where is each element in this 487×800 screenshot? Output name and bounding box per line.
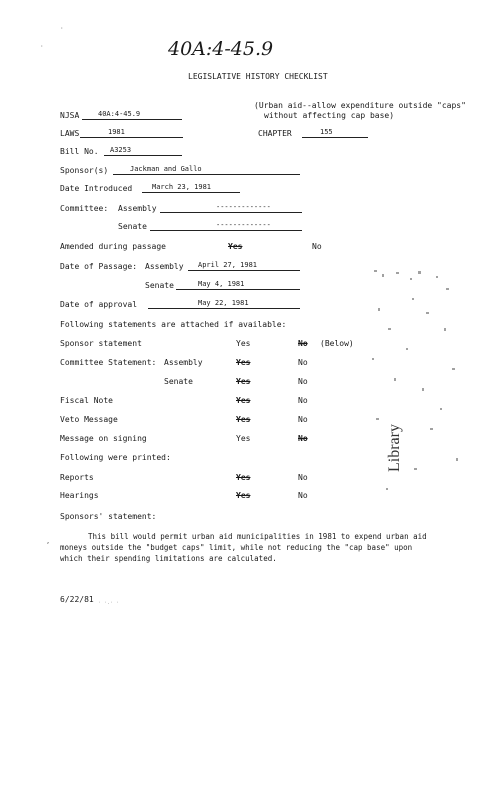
bill-underline [104,155,182,156]
footer-date: 6/22/81 [60,595,94,604]
veto-message-no: No [298,415,308,424]
laws-label: LAWS [60,129,80,138]
note-line-1: (Urban aid--allow expenditure outside "caps" [254,101,466,110]
committee-statement-assembly-no: No [298,358,308,367]
bill-value: A3253 [110,146,132,154]
passage-senate-underline [176,289,300,290]
handwritten-reference: 40A:4-45.9 [168,38,274,60]
statements-heading: Following statements are attached if available: [60,320,287,329]
passage-senate-value: May 4, 1981 [198,280,245,288]
hearings-label: Hearings [60,491,99,500]
note-line-2: without affecting cap base) [264,111,395,120]
sponsor-statement-label: Sponsor statement [60,339,142,348]
bill-label: Bill No. [60,147,99,156]
sponsor-statement-note: (Below) [320,339,354,348]
introduced-value: March 23, 1981 [152,183,212,191]
printed-heading: Following were printed: [60,453,171,462]
hearings-no: No [298,491,308,500]
laws-underline [80,137,183,138]
veto-message-label: Veto Message [60,415,118,424]
laws-value: 1981 [108,128,125,136]
njsa-underline [82,119,182,120]
passage-assembly-value: April 27, 1981 [198,261,258,269]
reports-label: Reports [60,473,94,482]
signing-message-no: No [298,434,308,443]
signing-message-yes: Yes [236,434,251,443]
stray-mark: · [60,25,64,32]
committee-statement-senate-yes: Yes [236,377,251,386]
chapter-value: 155 [320,128,333,136]
sponsors-statement-line-3: which their spending limitations are calculated. [60,554,277,563]
committee-assembly-value: ------------- [216,203,271,211]
njsa-label: NJSA [60,111,80,120]
committee-senate-underline [150,230,302,231]
committee-statement-assembly-label: Assembly [164,358,203,367]
sponsors-statement-line-2: moneys outside the "budget caps" limit, while not reducing the "cap base" upon [60,543,413,552]
approval-label: Date of approval [60,300,138,309]
reports-no: No [298,473,308,482]
passage-senate-label: Senate [145,281,174,290]
amended-label: Amended during passage [60,242,166,251]
veto-message-yes: Yes [236,415,251,424]
committee-statement-senate-label: Senate [164,377,193,386]
committee-senate-value: ------------- [216,221,271,229]
approval-value: May 22, 1981 [198,299,249,307]
amended-yes: Yes [228,242,243,251]
sponsor-statement-no: No [298,339,308,348]
library-stamp-text: Library [386,424,403,472]
chapter-underline [302,137,368,138]
hearings-yes: Yes [236,491,251,500]
footer-scribble: · ·.· · [98,600,120,606]
signing-message-label: Message on signing [60,434,147,443]
sponsor-statement-yes: Yes [236,339,251,348]
amended-no: No [312,242,322,251]
sponsors-label: Sponsor(s) [60,166,109,175]
passage-assembly-underline [188,270,300,271]
njsa-value: 40A:4-45.9 [98,110,141,118]
committee-label: Committee: [60,204,109,213]
committee-statement-senate-no: No [298,377,308,386]
fiscal-note-yes: Yes [236,396,251,405]
introduced-label: Date Introduced [60,184,133,193]
committee-senate-label: Senate [118,222,147,231]
sponsors-value: Jackman and Gallo [130,165,202,173]
passage-label: Date of Passage: [60,262,138,271]
sponsors-statement-line-1: This bill would permit urban aid municipalities in 1981 to expend urban aid [88,532,427,541]
committee-assembly-label: Assembly [118,204,157,213]
sponsors-underline [113,174,300,175]
sponsors-statement-heading: Sponsors' statement: [60,512,157,521]
library-stamp [366,268,466,508]
fiscal-note-no: No [298,396,308,405]
committee-assembly-underline [160,212,302,213]
chapter-label: CHAPTER [258,129,292,138]
margin-mark: , [46,537,51,545]
fiscal-note-label: Fiscal Note [60,396,113,405]
reports-yes: Yes [236,473,251,482]
committee-statement-label: Committee Statement: [60,358,157,367]
page-title: LEGISLATIVE HISTORY CHECKLIST [188,72,328,81]
passage-assembly-label: Assembly [145,262,184,271]
approval-underline [148,308,300,309]
committee-statement-assembly-yes: Yes [236,358,251,367]
stray-mark: · [40,43,44,50]
introduced-underline [142,192,240,193]
